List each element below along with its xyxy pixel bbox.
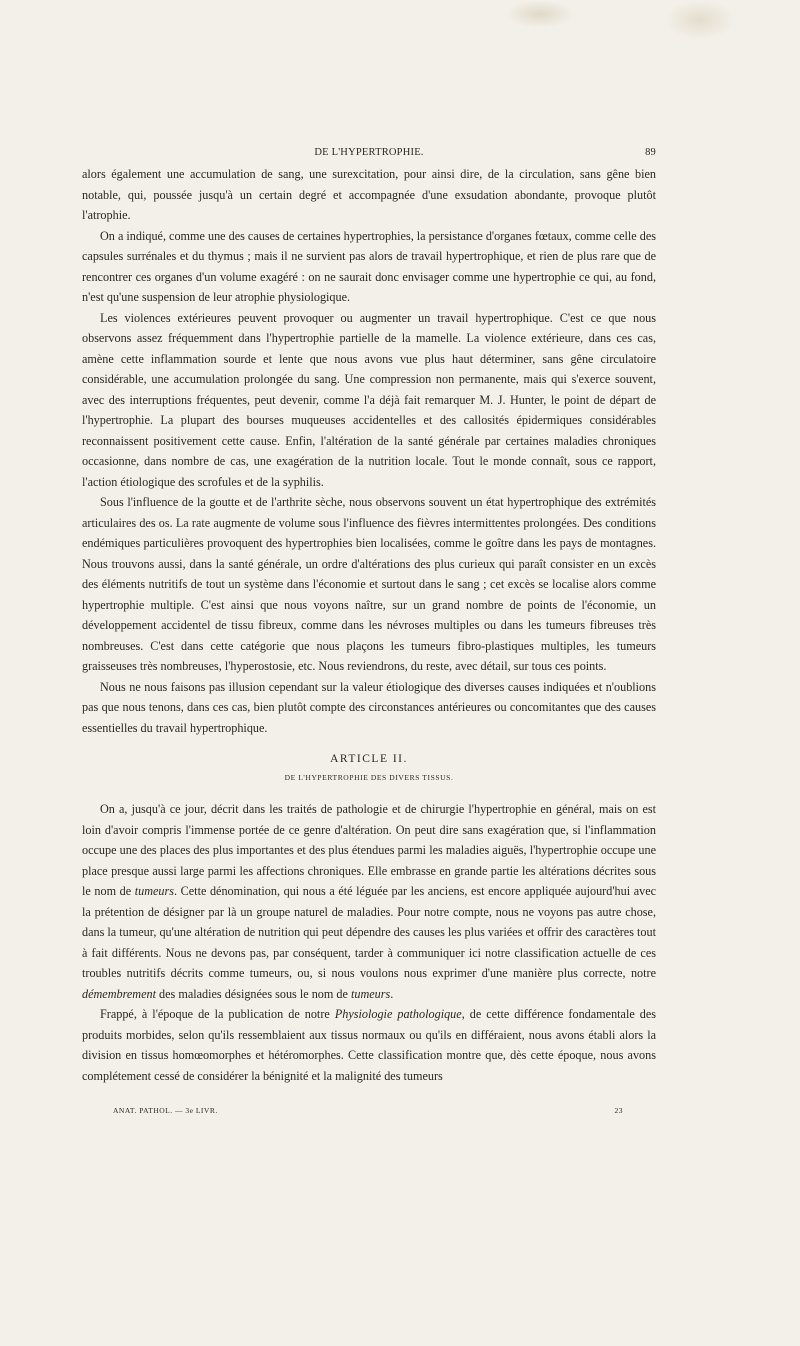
paragraph-6	[82, 799, 656, 1004]
running-title: DE L'HYPERTROPHIE.	[314, 147, 424, 158]
paragraph-2: On a indiqué, comme une des causes de certaines hypertrophies, la persistance d'organes fœtaux, comme celle des capsules surrénales et du thymus ; mais il ne survient pas alors de travail hypertrophique, et rien de plus rare que de rencontrer ces organes d'un volume exagéré : on ne saurait donc envisager comme une hypertrophie ce qui, au fond, n'est qu'une suspension de leur atrophie physiologique.	[82, 228, 656, 304]
paper-stain-corner	[665, 0, 735, 40]
paragraph-4: Sous l'influence de la goutte et de l'arthrite sèche, nous observons souvent un état hypertrophique des extrémités articulaires des os. La rate augmente de volume sous l'influence des fièvres intermittentes prolongées. Des conditions endémiques particulières provoquent des hypertrophies bien localisées, comme le goître dans les pays de montagnes. Nous trouvons aussi, dans la santé générale, un ordre d'altérations des plus curieux qui paraît consister en un excès des éléments nutritifs de tout un système dans l'économie et surtout dans le sang ; cet excès se localise alors comme hypertrophie multiple. C'est ainsi que nous voyons naître, sur un grand nombre de points de l'économie, un développement accidentel de tissu fibreux, comme dans les névroses multiples ou dans les tumeurs fibreuses très nombreuses. C'est dans cette catégorie que nous plaçons les tumeurs fibro-plastiques multiples, les tumeurs graisseuses très nombreuses, l'hyperostosie, etc. Nous reviendrons, du reste, avec détail, sur tous ces points.	[82, 495, 656, 673]
paragraph-5: Nous ne nous faisons pas illusion cependant sur la valeur étiologique des diverses causes indiquées et n'oublions pas que nous tenons, dans ces cas, bien plutôt compte des circonstances antérieures ou concomitantes que des causes essentielles du travail hypertrophique.	[82, 679, 656, 735]
article-subheading: DE L'HYPERTROPHIE DES DIVERS TISSUS.	[284, 773, 454, 782]
body-text	[82, 164, 656, 1086]
paragraph-1: alors également une accumulation de sang, une surexcitation, pour ainsi dire, de la circulation, sans gêne bien notable, qui, poussée jusqu'à un certain degré et accompagnée d'une exsudation abondante, provoque plutôt l'atrophie.	[82, 167, 656, 222]
article-heading: ARTICLE II.	[330, 753, 408, 765]
running-head	[82, 147, 656, 165]
paper-stain-top	[505, 0, 575, 28]
paragraph-7-part-b: , de cette différence fondamentale des produits morbides, selon qu'ils ressemblaient aux tissus normaux ou qu'ils en différaient, nous avons établi alors la division en tissus homœomorphes et hétéromorphes. Cette classification montre que, dès cette époque, nous avons complétement cessé de considérer la bénignité et la malignité des tumeurs	[82, 1007, 657, 1083]
emphasis-tumeurs-1: tumeurs	[134, 884, 175, 898]
paragraph-3: Les violences extérieures peuvent provoquer ou augmenter un travail hypertrophique. C'est ce que nous observons assez fréquemment dans l'hypertrophie partielle de la mamelle. La violence extérieure, dans ces cas, amène cette inflammation sourde et lente que nous avons vue plus haut déterminer, sans gêne circulatoire considérable, une accumulation prolongée du sang. Une compression non permanente, mais qui s'exerce souvent, avec des interruptions fréquentes, peut devenir, comme l'a déjà fait remarquer M. J. Hunter, le point de départ de l'hypertrophie. La plupart des bourses muqueuses accidentelles et des callosités épidermiques considérables reconnaissent positivement cette cause. Enfin, l'altération de la santé générale par certaines maladies chroniques occasionne, dans nombre de cas, une exagération de la nutrition locale. Tout le monde connaît, sous ce rapport, l'action étiologique des scrofules et de la syphilis.	[82, 310, 656, 489]
paragraph-7	[82, 1004, 656, 1086]
paragraph-6-part-b: . Cette dénomination, qui nous a été léguée par les anciens, est encore appliquée aujourd'hui avec la prétention de désigner par là un groupe naturel de maladies. Pour notre compte, nous ne voyons pas autre chose, dans la tumeur, qu'une altération de nutrition qui peut dépendre des causes les plus variées et offrir des caractères tout à fait différents. Nous ne devons pas, par conséquent, tarder à communiquer ici notre classification actuelle de ces troubles nutritifs décrits comme tumeurs, ou, si nous voulons nous exprimer d'une manière plus correcte, notre	[82, 884, 657, 980]
page-footer	[113, 1106, 623, 1118]
footer-signature: ANAT. PATHOL. — 3e LIVR.	[113, 1106, 218, 1115]
paragraph-7-part-a: Frappé, à l'époque de la publication de notre	[100, 1007, 330, 1021]
footer-sheet-number: 23	[614, 1106, 623, 1115]
paragraph-6-part-a: On a, jusqu'à ce jour, décrit dans les traités de pathologie et de chirurgie l'hypertrophie en général, mais on est loin d'avoir compris l'immense portée de ce genre d'altération. On peut dire sans exagération que, si l'inflammation occupe une des places des plus importantes et des plus étendues parmi les maladies aiguës, l'hypertrophie occupe une place presque aussi large parmi les affections chroniques. Elle embrasse en grande partie les altérations décrites sous le nom de	[82, 802, 656, 898]
paragraph-6-part-c: des maladies désignées sous le nom de	[156, 986, 348, 1001]
emphasis-demembrement: démembrement	[82, 986, 156, 1001]
emphasis-physiologie: Physiologie pathologique	[334, 1007, 462, 1021]
emphasis-tumeurs-2: tumeurs	[350, 986, 391, 1001]
page-number: 89	[645, 147, 656, 158]
paragraph-6-part-d: .	[390, 986, 394, 1001]
